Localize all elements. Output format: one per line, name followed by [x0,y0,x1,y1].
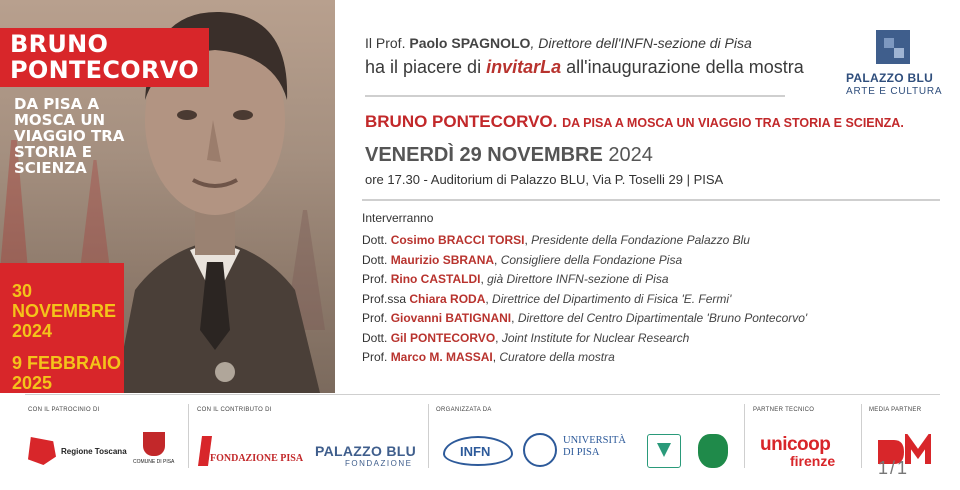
exhibit-title [365,112,904,132]
speaker-role: Presidente della Fondazione Palazzo Blu [531,233,750,247]
exhibition-dates [0,263,124,393]
event-time-place: ore 17.30 - Auditorium di Palazzo BLU, Via P. Toselli 29 | PISA [365,172,724,187]
speaker-title: Prof. [362,311,388,325]
speaker-role: Direttrice del Dipartimento di Fisica 'E. Fermi' [492,291,732,306]
green-partner-logo-icon [698,434,728,468]
unicoop-name: unicoop [760,434,831,455]
unipi-seal-icon [523,433,557,467]
speakers-list [362,231,807,368]
comune-pisa-name: COMUNE DI PISA [133,459,175,465]
speaker-name: Giovanni BATIGNANI [390,311,512,325]
palazzo-blu-foundation-sub: FONDAZIONE [345,459,413,468]
exhibition-poster [0,0,335,393]
invite-pre: ha il piacere di [365,57,482,77]
label-contribution: CON IL CONTRIBUTO DI [197,407,272,413]
label-organized: ORGANIZZATA DA [436,407,492,413]
palazzo-blu-foundation-name: PALAZZO BLU [315,443,417,459]
speaker-title: Dott. [362,233,388,247]
unicoop-city: firenze [790,453,836,469]
speakers-heading: Interverranno [362,211,434,225]
regione-toscana-name: Regione Toscana [61,447,127,456]
palazzo-blu-logo-icon [876,30,910,64]
unipi-line: DI PISA [563,447,600,458]
label-media-partner: MEDIA PARTNER [869,407,922,413]
speaker-item: Dott. Gil PONTECORVO, Joint Institute for Nuclear Research [362,330,690,345]
footer-divider [25,394,940,395]
venue-logo-name: PALAZZO BLU [846,71,934,85]
speaker-role: Consigliere della Fondazione Pisa [500,252,683,267]
poster-title [0,28,209,87]
fondazione-pisa-name: FONDAZIONE PISA [210,453,304,464]
speaker-title: Dott. [362,252,388,267]
host-role: , Direttore dell'INFN-sezione di Pisa [530,35,752,51]
regione-toscana-logo-icon [28,437,56,465]
speaker-name: Cosimo BRACCI TORSI [390,233,525,247]
date-end: 9 FEBBRAIO [12,353,122,373]
event-date [365,144,653,167]
exhibit-name: BRUNO PONTECORVO. [365,112,558,131]
venue-logo-tagline: ARTE E CULTURA [846,86,943,97]
date-start: 30 NOVEMBRE [12,281,117,321]
speaker-role: Joint Institute for Nuclear Research [501,330,690,345]
speaker-role: Curatore della mostra [499,350,615,364]
invite-post: all'inaugurazione della mostra [566,57,804,77]
divider [365,95,785,97]
host-prefix: Il Prof. [365,35,406,51]
speaker-item: Prof.ssa Chiara RODA, Direttrice del Dipartimento di Fisica 'E. Fermi' [362,291,732,306]
host-line [365,35,752,51]
footer-separator [188,404,189,468]
date-start-year: 2024 [12,321,53,341]
divider [362,199,940,201]
speaker-item: Dott. Cosimo BRACCI TORSI, Presidente della Fondazione Palazzo Blu [362,233,750,247]
footer-separator [428,404,429,468]
speaker-title: Prof. [362,350,388,364]
infn-name: INFN [460,444,491,459]
invite-line [365,57,804,78]
speaker-name: Chiara RODA [409,291,486,306]
label-tech-partner: PARTNER TECNICO [753,407,815,413]
speaker-title: Prof. [362,272,388,286]
page-indicator: 1/1 [878,458,910,478]
unipi-line: UNIVERSITÀ [563,435,626,446]
speaker-item: Prof. Giovanni BATIGNANI, Direttore del Centro Dipartimentale 'Bruno Pontecorvo' [362,311,808,325]
speaker-name: Rino CASTALDI [390,272,481,286]
invite-emphasis: invitarLa [486,57,562,77]
speaker-item: Dott. Maurizio SBRANA, Consigliere della Fondazione Pisa [362,252,683,267]
physics-dept-logo-icon [647,434,681,468]
unipi-name [563,435,626,459]
speaker-name: Maurizio SBRANA [390,252,495,267]
date-end-year: 2025 [12,373,53,393]
footer-separator [744,404,745,468]
speaker-item: Prof. Rino CASTALDI, già Direttore INFN-sezione di Pisa [362,272,669,286]
poster-title-line: BRUNO [10,30,109,58]
speaker-title: Prof.ssa [362,291,407,306]
event-year: 2024 [608,144,653,166]
footer-separator [861,404,862,468]
event-day-date: VENERDÌ 29 NOVEMBRE [365,144,603,166]
speaker-name: Gil PONTECORVO [390,330,496,345]
exhibit-subtitle: DA PISA A MOSCA UN VIAGGIO TRA STORIA E SCIENZA. [562,116,904,130]
pisa-crest-icon [143,432,165,456]
speaker-name: Marco M. MASSAI [390,350,493,364]
speaker-role: Direttore del Centro Dipartimentale 'Bruno Pontecorvo' [517,311,808,325]
host-name: Paolo SPAGNOLO [409,35,531,51]
speaker-item: Prof. Marco M. MASSAI, Curatore della mostra [362,350,615,364]
poster-title-line: PONTECORVO [10,56,199,84]
speaker-role: già Direttore INFN-sezione di Pisa [487,272,669,286]
speaker-title: Dott. [362,330,388,345]
poster-subtitle: DA PISA A MOSCA UN VIAGGIO TRA STORIA E SCIENZA [14,95,125,177]
label-patronage: CON IL PATROCINIO DI [28,407,100,413]
